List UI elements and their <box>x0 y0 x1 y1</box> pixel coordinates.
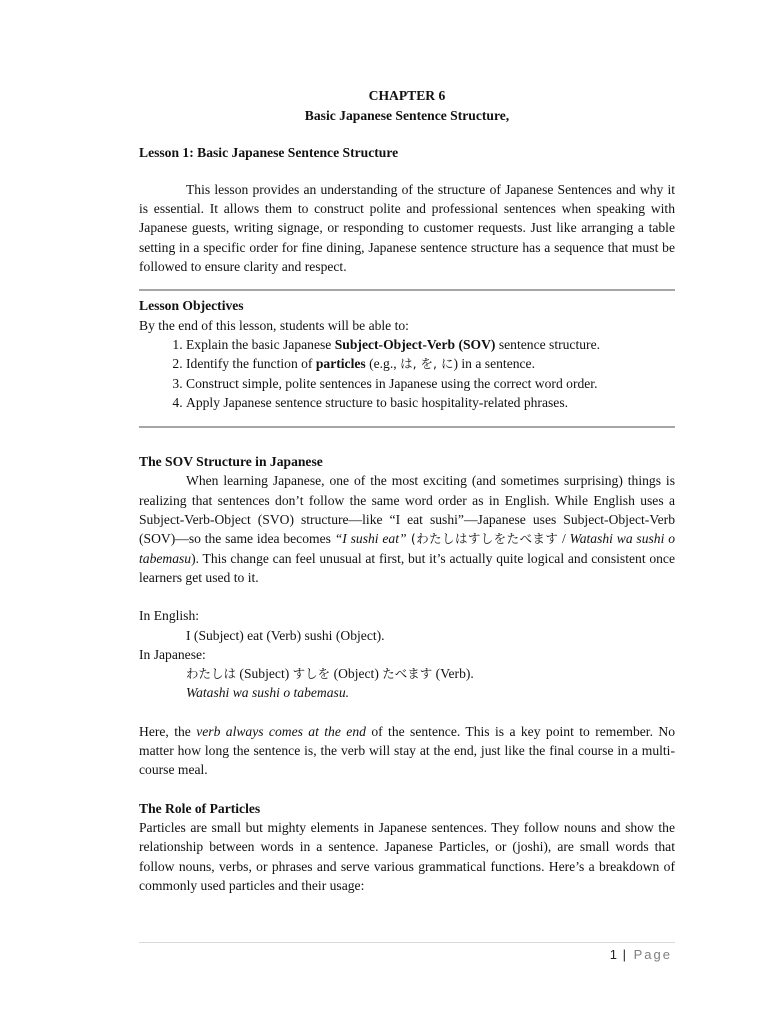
objective-item: 4. Apply Japanese sentence structure to basic hospitality-related phrases. <box>186 393 675 412</box>
english-label: In English: <box>139 608 200 624</box>
chapter-subtitle: Basic Japanese Sentence Structure, <box>304 108 510 124</box>
objective-item: 1. Explain the basic Japanese Subject-Object-Verb (SOV) sentence structure. <box>186 335 675 354</box>
objectives-list <box>139 335 675 412</box>
lesson-title: Lesson 1: Basic Japanese Sentence Structure <box>139 144 399 160</box>
sov-heading: The SOV Structure in Japanese <box>139 454 323 470</box>
objective-item: 2. Identify the function of particles (e.g., は, を, に) in a sentence. <box>186 354 675 373</box>
japanese-label: In Japanese: <box>139 646 206 662</box>
particles-term: particles <box>315 356 366 372</box>
page-footer <box>610 945 672 964</box>
sov-paragraph: When learning Japanese, one of the most exciting (and sometimes surprising) things is realizing that sentences don’t follow the same word order as in English. While English uses a Subject-Verb-Object (SVO) structure—like “I eat sushi”—Japanese uses Subject-Object-Verb (SOV)—so the same idea becomes “I sushi eat” (わたしはすしをたべます / Watashi wa sushi o tabemasu). This change can feel unusual at first, but it’s actually quite logical and consistent once learners get used to it. <box>139 473 675 585</box>
objectives-lead: By the end of this lesson, students will be able to: <box>139 317 409 333</box>
objectives-heading: Lesson Objectives <box>139 298 244 314</box>
objective-item: 3. Construct simple, polite sentences in Japanese using the correct word order. <box>186 374 675 393</box>
romaji-example: Watashi wa sushi o tabemasu. <box>186 685 350 701</box>
document-page <box>139 86 675 895</box>
japanese-example: わたしは (Subject) すしを (Object) たべます (Verb). <box>186 666 474 682</box>
sov-term: Subject-Object-Verb (SOV) <box>334 336 496 352</box>
chapter-label: CHAPTER 6 <box>368 88 446 103</box>
footer-divider <box>139 942 675 943</box>
section-divider <box>139 426 675 428</box>
particles-paragraph: Particles are small but mighty elements in Japanese sentences. They follow nouns and show the relationship between words in a sentence. Japanese Particles, or (joshi), are small words that follow nouns, verbs, or phrases and serve various grammatical functions. Here’s a breakdown of commonly used particles and their usage: <box>139 819 675 893</box>
particle-examples: は, を, に <box>400 356 454 372</box>
lesson-intro: This lesson provides an understanding of the structure of Japanese Sentences and why it is essential. It allows them to construct polite and professional sentences when speaking with Japanese guests, writing signage, or responding to customer requests. Just like arranging a table setting in a specific order for fine dining, Japanese sentence structure has a sequence that must be followed to ensure clarity and respect. <box>139 181 675 275</box>
page-number: 1 <box>609 947 618 962</box>
page-label: Page <box>633 947 672 962</box>
section-divider <box>139 289 675 291</box>
footer-separator: | <box>617 947 634 962</box>
verb-end-paragraph: Here, the verb always comes at the end of the sentence. This is a key point to remember. No matter how long the sentence is, the verb will stay at the end, just like the final course in a multi-course meal. <box>139 723 675 778</box>
particles-heading: The Role of Particles <box>139 800 261 816</box>
english-example: I (Subject) eat (Verb) sushi (Object). <box>186 627 385 643</box>
